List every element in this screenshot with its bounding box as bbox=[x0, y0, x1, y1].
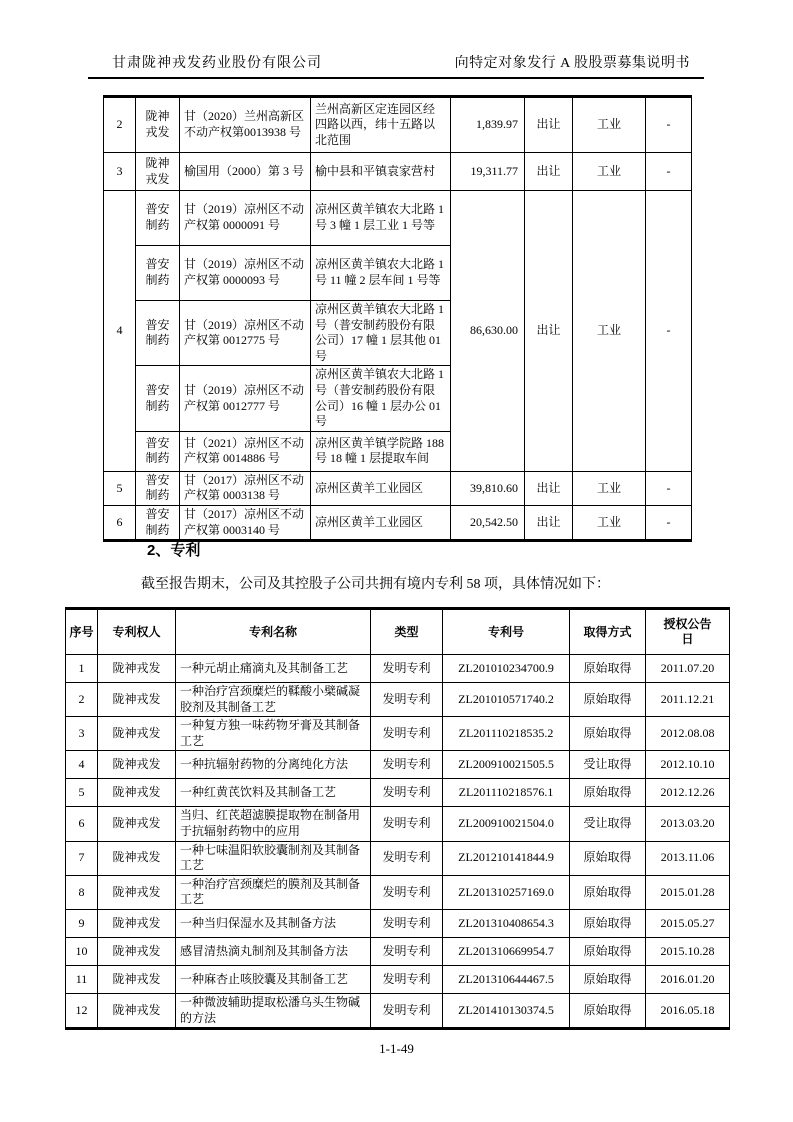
cell-patent-type: 发明专利 bbox=[371, 779, 443, 807]
cell-usage: 工业 bbox=[573, 97, 646, 153]
patent-row bbox=[66, 841, 730, 875]
cell-patent-number: ZL201310257169.0 bbox=[443, 875, 570, 909]
cell-cert-number: 甘（2020）兰州高新区不动产权第0013938 号 bbox=[180, 97, 311, 153]
cell-patent-name: 一种七味温阳软胶囊制剂及其制备工艺 bbox=[176, 841, 371, 875]
cell-patent-type: 发明专利 bbox=[371, 937, 443, 965]
cell-patent-number: ZL200910021504.0 bbox=[443, 807, 570, 841]
cell-grant-date: 2012.08.08 bbox=[646, 717, 730, 751]
patent-row bbox=[66, 683, 730, 717]
cell-seq: 4 bbox=[66, 751, 98, 779]
cell-grant-date: 2015.10.28 bbox=[646, 937, 730, 965]
cell-patent-type: 发明专利 bbox=[371, 751, 443, 779]
cell-patent-name: 一种麻杏止咳胶囊及其制备工艺 bbox=[176, 965, 371, 993]
cell-patent-type: 发明专利 bbox=[371, 717, 443, 751]
cell-acquire-method: 原始取得 bbox=[570, 779, 646, 807]
cell-grant-date: 2011.07.20 bbox=[646, 655, 730, 683]
cell-patent-owner: 陇神戎发 bbox=[98, 779, 176, 807]
cell-mortgage: - bbox=[646, 505, 692, 540]
cell-seq: 10 bbox=[66, 937, 98, 965]
cell-seq: 11 bbox=[66, 965, 98, 993]
page-number: 1-1-49 bbox=[379, 1041, 414, 1056]
cell-patent-number: ZL201310644467.5 bbox=[443, 965, 570, 993]
cell-location: 凉州区黄羊工业园区 bbox=[311, 505, 451, 540]
header-company-name: 甘肃陇神戎发药业股份有限公司 bbox=[112, 56, 322, 71]
cell-grant-date: 2013.03.20 bbox=[646, 807, 730, 841]
cell-cert-number: 榆国用（2000）第 3 号 bbox=[180, 153, 311, 191]
cell-patent-owner: 陇神戎发 bbox=[98, 717, 176, 751]
cell-patent-name: 一种红黄芪饮料及其制备工艺 bbox=[176, 779, 371, 807]
cell-acquire-method: 出让 bbox=[525, 191, 573, 472]
cell-location: 兰州高新区定连园区经四路以西，纬十五路以北范围 bbox=[311, 97, 451, 153]
cell-grant-date: 2012.10.10 bbox=[646, 751, 730, 779]
cell-mortgage: - bbox=[646, 471, 692, 505]
patent-row bbox=[66, 807, 730, 841]
cell-mortgage: - bbox=[646, 97, 692, 153]
cell-usage: 工业 bbox=[573, 505, 646, 540]
cell-patent-name: 一种当归保湿水及其制备方法 bbox=[176, 909, 371, 937]
cell-cert-number: 甘（2019）凉州区不动产权第 0000091 号 bbox=[180, 191, 311, 246]
land-row-4a bbox=[104, 191, 692, 246]
cell-grant-date: 2013.11.06 bbox=[646, 841, 730, 875]
patent-row bbox=[66, 779, 730, 807]
cell-owner: 普安制药 bbox=[136, 471, 180, 505]
cell-acquire-method: 受让取得 bbox=[570, 807, 646, 841]
cell-location: 凉州区黄羊镇农大北路 1 号 11 幢 2 层车间 1 号等 bbox=[311, 246, 451, 301]
cell-seq: 6 bbox=[104, 505, 136, 540]
cell-acquire-method: 原始取得 bbox=[570, 937, 646, 965]
cell-patent-number: ZL201010234700.9 bbox=[443, 655, 570, 683]
cell-patent-name: 一种复方独一味药物牙膏及其制备工艺 bbox=[176, 717, 371, 751]
cell-grant-date: 2016.01.20 bbox=[646, 965, 730, 993]
section-heading-patents: 2、专利 bbox=[147, 542, 201, 559]
cell-grant-date: 2012.12.26 bbox=[646, 779, 730, 807]
cell-patent-name: 当归、红芪超滤膜提取物在制备用于抗辐射药物中的应用 bbox=[176, 807, 371, 841]
cell-owner: 陇神戎发 bbox=[136, 153, 180, 191]
cell-area: 20,542.50 bbox=[451, 505, 525, 540]
cell-usage: 工业 bbox=[573, 153, 646, 191]
land-row-6 bbox=[104, 505, 692, 540]
cell-owner: 普安制药 bbox=[136, 301, 180, 366]
patent-table bbox=[65, 607, 730, 1030]
cell-grant-date: 2015.01.28 bbox=[646, 875, 730, 909]
cell-owner: 陇神戎发 bbox=[136, 97, 180, 153]
cell-acquire-method: 出让 bbox=[525, 153, 573, 191]
cell-seq: 4 bbox=[104, 191, 136, 472]
patent-row bbox=[66, 875, 730, 909]
cell-seq: 12 bbox=[66, 993, 98, 1028]
cell-acquire-method: 原始取得 bbox=[570, 993, 646, 1028]
cell-mortgage: - bbox=[646, 191, 692, 472]
col-header-type: 类型 bbox=[371, 609, 443, 655]
land-row-2 bbox=[104, 97, 692, 153]
cell-usage: 工业 bbox=[573, 191, 646, 472]
patent-row bbox=[66, 965, 730, 993]
patent-row bbox=[66, 937, 730, 965]
cell-seq: 3 bbox=[104, 153, 136, 191]
cell-patent-number: ZL200910021505.5 bbox=[443, 751, 570, 779]
cell-cert-number: 甘（2017）凉州区不动产权第 0003138 号 bbox=[180, 471, 311, 505]
cell-location: 凉州区黄羊镇学院路 188 号 18 幢 1 层提取车间 bbox=[311, 431, 451, 471]
land-row-5 bbox=[104, 471, 692, 505]
cell-patent-type: 发明专利 bbox=[371, 655, 443, 683]
cell-area: 86,630.00 bbox=[451, 191, 525, 472]
cell-acquire-method: 原始取得 bbox=[570, 655, 646, 683]
patent-header-row bbox=[66, 609, 730, 655]
cell-patent-name: 一种治疗宫颈糜烂的鞣酸小檗碱凝胶剂及其制备工艺 bbox=[176, 683, 371, 717]
col-header-date: 授权公告日 bbox=[646, 609, 730, 655]
cell-cert-number: 甘（2019）凉州区不动产权第 0012775 号 bbox=[180, 301, 311, 366]
cell-seq: 2 bbox=[66, 683, 98, 717]
cell-patent-owner: 陇神戎发 bbox=[98, 875, 176, 909]
cell-acquire-method: 出让 bbox=[525, 505, 573, 540]
col-header-seq: 序号 bbox=[66, 609, 98, 655]
cell-area: 39,810.60 bbox=[451, 471, 525, 505]
cell-seq: 9 bbox=[66, 909, 98, 937]
cell-patent-owner: 陇神戎发 bbox=[98, 909, 176, 937]
cell-cert-number: 甘（2019）凉州区不动产权第 0000093 号 bbox=[180, 246, 311, 301]
patent-row bbox=[66, 909, 730, 937]
page-header bbox=[88, 52, 704, 79]
cell-acquire-method: 出让 bbox=[525, 97, 573, 153]
cell-patent-owner: 陇神戎发 bbox=[98, 993, 176, 1028]
patents-intro-paragraph: 截至报告期末，公司及其控股子公司共拥有境内专利 58 项，具体情况如下： bbox=[141, 577, 610, 592]
cell-patent-owner: 陇神戎发 bbox=[98, 655, 176, 683]
cell-patent-owner: 陇神戎发 bbox=[98, 965, 176, 993]
cell-seq: 3 bbox=[66, 717, 98, 751]
cell-patent-name: 一种微波辅助提取松潘乌头生物碱的方法 bbox=[176, 993, 371, 1028]
cell-patent-owner: 陇神戎发 bbox=[98, 751, 176, 779]
cell-patent-owner: 陇神戎发 bbox=[98, 841, 176, 875]
patent-row bbox=[66, 751, 730, 779]
cell-grant-date: 2015.05.27 bbox=[646, 909, 730, 937]
land-row-3 bbox=[104, 153, 692, 191]
cell-owner: 普安制药 bbox=[136, 431, 180, 471]
cell-acquire-method: 出让 bbox=[525, 471, 573, 505]
cell-patent-number: ZL201110218535.2 bbox=[443, 717, 570, 751]
col-header-owner: 专利权人 bbox=[98, 609, 176, 655]
cell-patent-owner: 陇神戎发 bbox=[98, 937, 176, 965]
cell-acquire-method: 受让取得 bbox=[570, 751, 646, 779]
cell-grant-date: 2016.05.18 bbox=[646, 993, 730, 1028]
cell-owner: 普安制药 bbox=[136, 246, 180, 301]
cell-patent-name: 感冒清热滴丸制剂及其制备方法 bbox=[176, 937, 371, 965]
cell-acquire-method: 原始取得 bbox=[570, 717, 646, 751]
cell-patent-owner: 陇神戎发 bbox=[98, 683, 176, 717]
cell-patent-number: ZL201110218576.1 bbox=[443, 779, 570, 807]
col-header-name: 专利名称 bbox=[176, 609, 371, 655]
cell-acquire-method: 原始取得 bbox=[570, 683, 646, 717]
cell-patent-type: 发明专利 bbox=[371, 965, 443, 993]
cell-seq: 2 bbox=[104, 97, 136, 153]
cell-patent-name: 一种治疗宫颈糜烂的膜剂及其制备工艺 bbox=[176, 875, 371, 909]
cell-owner: 普安制药 bbox=[136, 191, 180, 246]
cell-cert-number: 甘（2017）凉州区不动产权第 0003140 号 bbox=[180, 505, 311, 540]
col-header-number: 专利号 bbox=[443, 609, 570, 655]
cell-acquire-method: 原始取得 bbox=[570, 875, 646, 909]
cell-mortgage: - bbox=[646, 153, 692, 191]
cell-location: 凉州区黄羊镇农大北路 1 号 3 幢 1 层工业 1 号等 bbox=[311, 191, 451, 246]
cell-seq: 5 bbox=[66, 779, 98, 807]
cell-usage: 工业 bbox=[573, 471, 646, 505]
cell-seq: 8 bbox=[66, 875, 98, 909]
cell-patent-type: 发明专利 bbox=[371, 909, 443, 937]
cell-patent-type: 发明专利 bbox=[371, 807, 443, 841]
cell-patent-number: ZL201210141844.9 bbox=[443, 841, 570, 875]
cell-owner: 普安制药 bbox=[136, 505, 180, 540]
cell-patent-number: ZL201310669954.7 bbox=[443, 937, 570, 965]
cell-seq: 7 bbox=[66, 841, 98, 875]
cell-owner: 普安制药 bbox=[136, 366, 180, 431]
cell-location: 凉州区黄羊工业园区 bbox=[311, 471, 451, 505]
cell-patent-type: 发明专利 bbox=[371, 683, 443, 717]
cell-area: 1,839.97 bbox=[451, 97, 525, 153]
cell-patent-type: 发明专利 bbox=[371, 875, 443, 909]
cell-cert-number: 甘（2019）凉州区不动产权第 0012777 号 bbox=[180, 366, 311, 431]
patent-row bbox=[66, 717, 730, 751]
patent-row bbox=[66, 655, 730, 683]
cell-seq: 1 bbox=[66, 655, 98, 683]
cell-area: 19,311.77 bbox=[451, 153, 525, 191]
header-document-title: 向特定对象发行 A 股股票募集说明书 bbox=[454, 56, 690, 71]
cell-patent-name: 一种元胡止痛滴丸及其制备工艺 bbox=[176, 655, 371, 683]
cell-grant-date: 2011.12.21 bbox=[646, 683, 730, 717]
cell-acquire-method: 原始取得 bbox=[570, 841, 646, 875]
col-header-method: 取得方式 bbox=[570, 609, 646, 655]
cell-acquire-method: 原始取得 bbox=[570, 965, 646, 993]
cell-acquire-method: 原始取得 bbox=[570, 909, 646, 937]
cell-patent-type: 发明专利 bbox=[371, 993, 443, 1028]
cell-patent-owner: 陇神戎发 bbox=[98, 807, 176, 841]
cell-patent-number: ZL201310408654.3 bbox=[443, 909, 570, 937]
cell-seq: 5 bbox=[104, 471, 136, 505]
cell-patent-name: 一种抗辐射药物的分离纯化方法 bbox=[176, 751, 371, 779]
cell-cert-number: 甘（2021）凉州区不动产权第 0014886 号 bbox=[180, 431, 311, 471]
land-certificate-table bbox=[103, 95, 692, 542]
cell-seq: 6 bbox=[66, 807, 98, 841]
cell-patent-number: ZL201410130374.5 bbox=[443, 993, 570, 1028]
cell-location: 凉州区黄羊镇农大北路 1 号（普安制药股份有限公司）17 幢 1 层其他 01 号 bbox=[311, 301, 451, 366]
cell-location: 榆中县和平镇袁家营村 bbox=[311, 153, 451, 191]
cell-patent-type: 发明专利 bbox=[371, 841, 443, 875]
patent-row bbox=[66, 993, 730, 1028]
cell-location: 凉州区黄羊镇农大北路 1 号（普安制药股份有限公司）16 幢 1 层办公 01 号 bbox=[311, 366, 451, 431]
cell-patent-number: ZL201010571740.2 bbox=[443, 683, 570, 717]
